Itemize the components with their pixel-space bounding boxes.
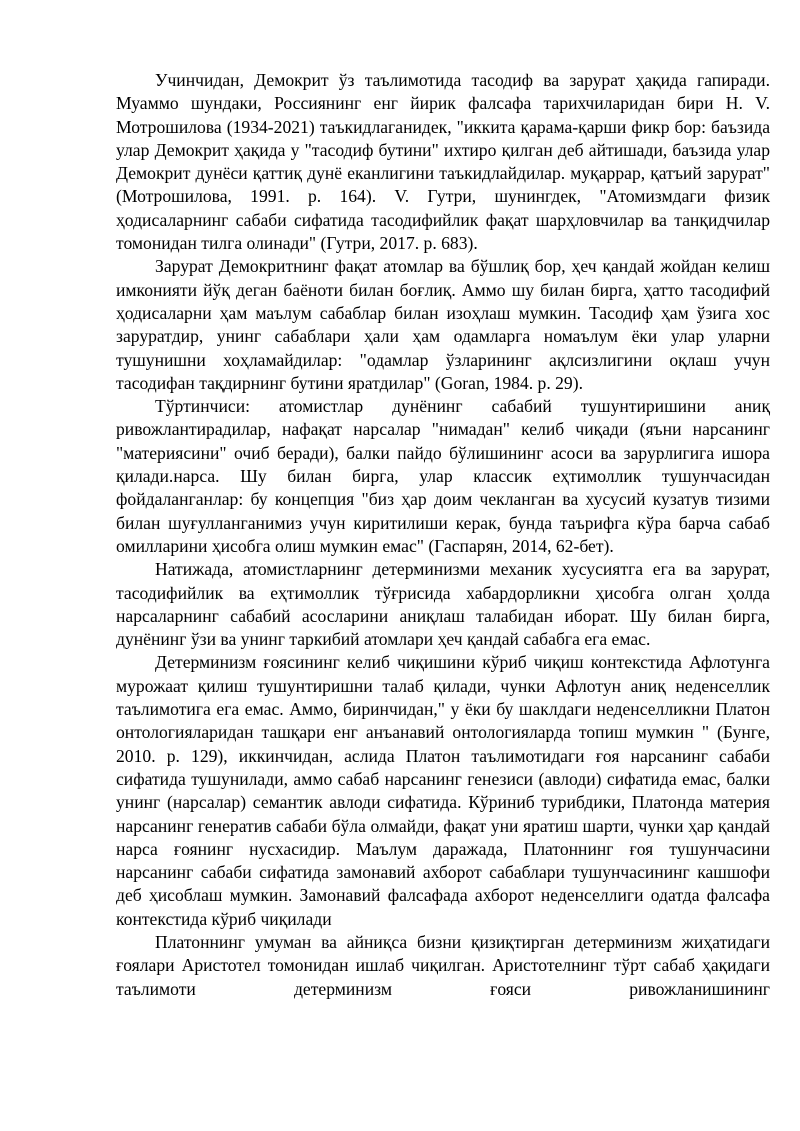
paragraph: Зарурат Демокритнинг фақат атомлар ва бўшлиқ бор, ҳеч қандай жойдан келиш имконияти йўқ деган баёноти билан боғлиқ. Аммо шу билан бирга, ҳатто тасодифий ҳодисаларни ҳам маълум сабаблар билан изоҳлаш мумкин. Тасодиф ҳам ўзига хос заруратдир, унинг сабаблари ҳали ҳам одамларга номаълум ёки улар уларни тушунишни хоҳламайдилар: "одамлар ўзларининг ақлсизлигини оқлаш учун тасодифан тақдирнинг бутини яратдилар" (Goran, 1984. р. 29).: [116, 256, 770, 393]
paragraph: Натижада, атомистларнинг детерминизми механик хусусиятга ега ва зарурат, тасодифийлик ва еҳтимоллик тўғрисида хабардорликни ҳисобга олган ҳолда нарсаларнинг сабабий асосларини аниқлаш талабидан иборат. Шу билан бирга, дунёнинг ўзи ва унинг таркибий атомлари ҳеч қандай сабабга ега емас.: [116, 559, 770, 650]
paragraph: Детерминизм ғоясининг келиб чиқишини кўриб чиқиш контекстида Афлотунга мурожаат қилиш тушунтиришни талаб қилади, чунки Афлотун аниқ неденселлик таълимотига ега емас. Аммо, биринчидан," у ёки бу шаклдаги неденселликни Платон онтологияларидан ташқари енг анъанавий онтологияларда топиш мумкин " (Бунге, 2010. р. 129), иккинчидан, аслида Платон таълимотидаги ғоя нарсанинг сабаби сифатида тушунилади, аммо сабаб нарсанинг генезиси (авлоди) сифатида емас, балки унинг (нарсалар) семантик авлоди сифатида. Кўриниб турибдики, Платонда материя нарсанинг генератив сабаби бўла олмайди, фақат уни яратиш шарти, чунки ҳар қандай нарса ғоянинг нусхасидир. Маълум даражада, Платоннинг ғоя тушунчасини нарсанинг сабаби сифатида замонавий ахборот сабаблари тушунчасининг кашшофи деб ҳисоблаш мумкин. Замонавий фалсафада ахборот неденселлиги одатда фалсафа контекстида кўриб чиқилади: [116, 652, 770, 929]
document-page: [116, 69, 770, 1001]
paragraph: Платоннинг умуман ва айниқса бизни қизиқтирган детерминизм жиҳатидаги ғоялари Аристотел томонидан ишлаб чиқилган. Аристотелнинг тўрт сабаб ҳақидаги таълимоти детерминизм ғояси ривожланишининг: [116, 931, 770, 999]
paragraph: Тўртинчиси: атомистлар дунёнинг сабабий тушунтиришини аниқ ривожлантирадилар, нафақат нарсалар "нимадан" келиб чиқади (яъни нарсанинг "материясини" очиб беради), балки пайдо бўлишининг асоси ва зарурлигига ишора қилади.нарса. Шу билан бирга, улар классик еҳтимоллик тушунчасидан фойдаланганлар: бу концепция "биз ҳар доим чекланган ва хусусий кузатув тизими билан шуғулланганимиз учун киритилиши керак, бунда таърифга кўра барча сабаб омилларини ҳисобга олиш мумкин емас" (Гаспарян, 2014, 62-бет).: [116, 396, 770, 556]
paragraph: Учинчидан, Демокрит ўз таълимотида тасодиф ва зарурат ҳақида гапиради. Муаммо шундаки, Россиянинг енг йирик фалсафа тарихчиларидан бири Н. V. Мотрошилова (1934-2021) таъкидлаганидек, "иккита қарама-қарши фикр бор: баъзида улар Демокрит ҳақида у "тасодиф бутини" ихтиро қилган деб айтишади, баъзида улар Демокрит дунёси қаттиқ дунё еканлигини таъкидлайдилар. муқаррар, қатъий зарурат" (Мотрошилова, 1991. р. 164). V. Гутри, шунингдек, "Атомизмдаги физик ҳодисаларнинг сабаби сифатида тасодифийлик фақат шарҳловчилар ва танқидчилар томонидан тилга олинади" (Гутри, 2017. р. 683).: [116, 70, 770, 254]
